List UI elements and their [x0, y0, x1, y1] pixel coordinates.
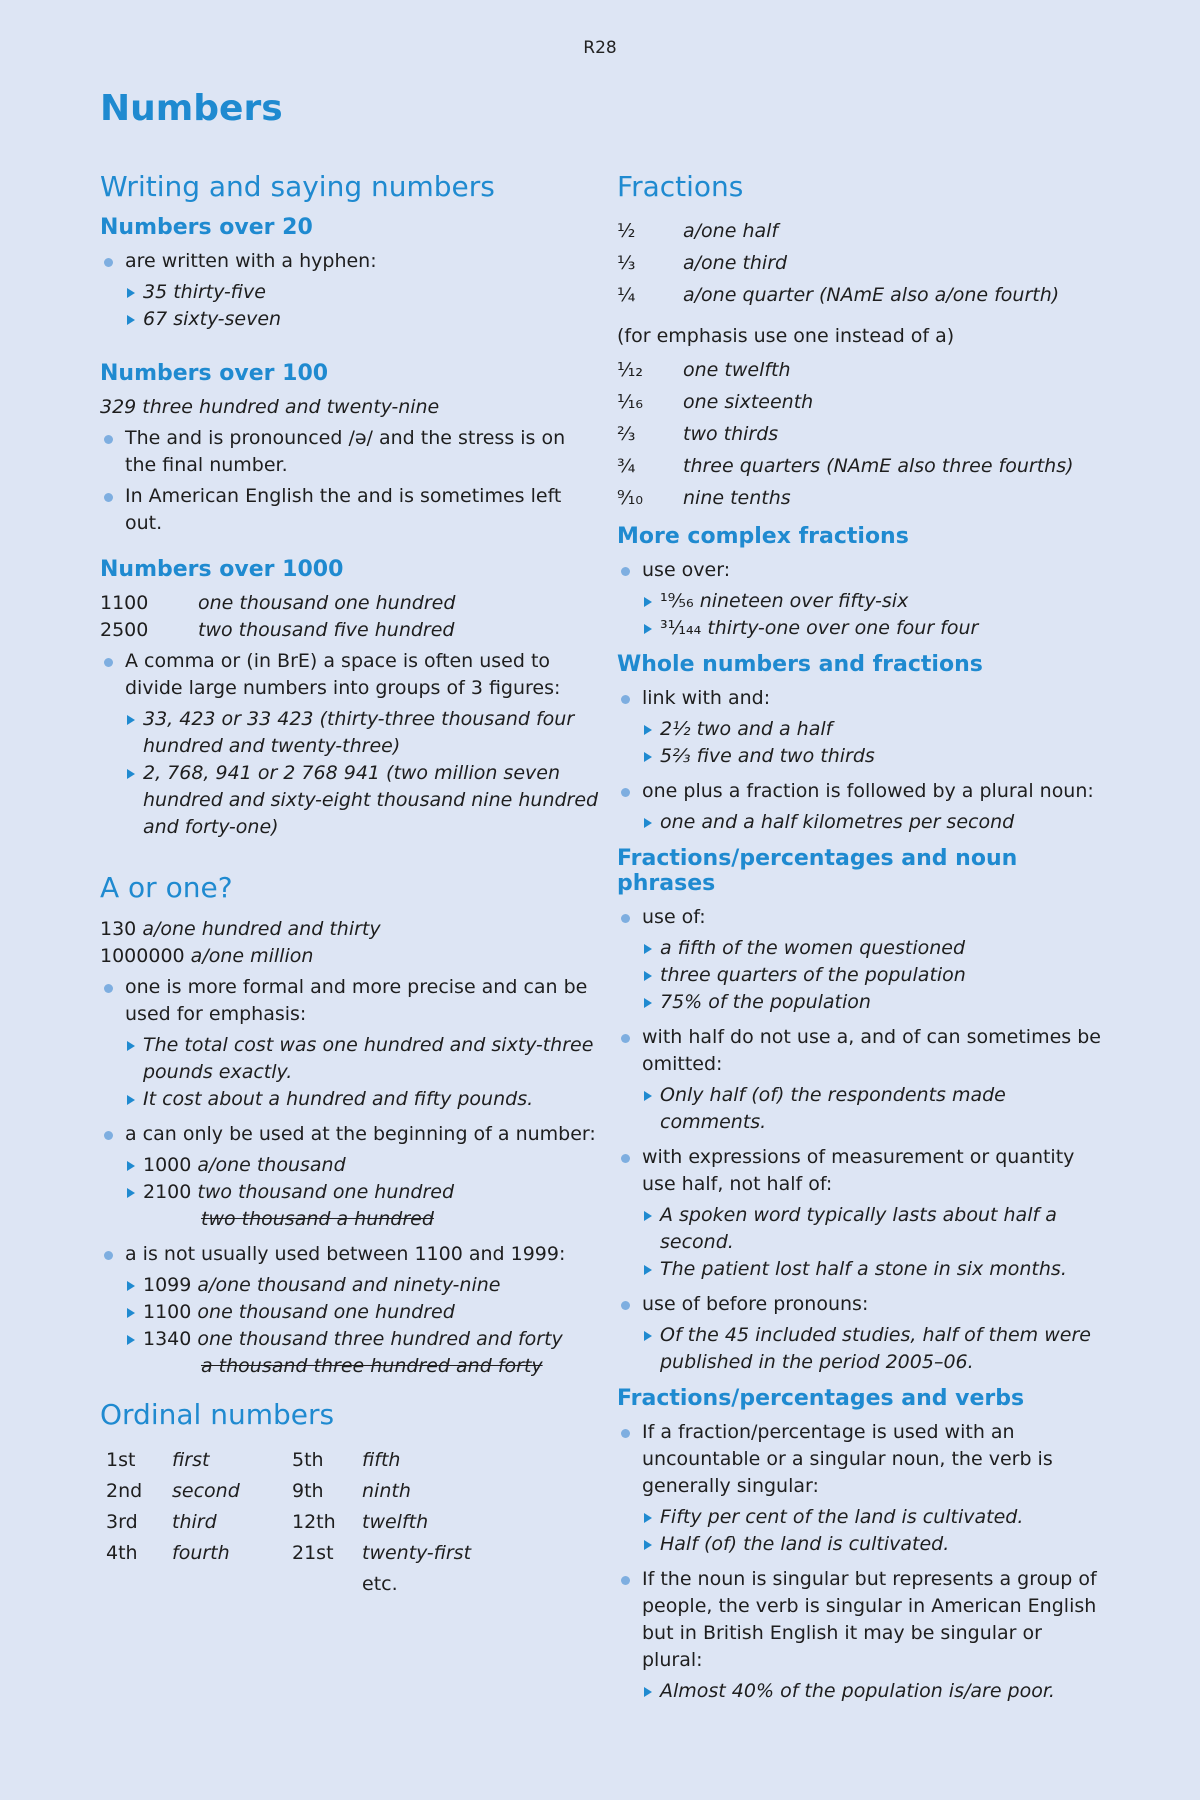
examples-group	[642, 1678, 1107, 1705]
subheading-whole: Whole numbers and fractions	[617, 652, 983, 677]
example-item: Only half (of) the respondents made comments.	[642, 1082, 1107, 1136]
example-item: one and a half kilometres per second	[642, 809, 1107, 836]
examples-over	[642, 588, 1107, 642]
fraction-row: ⅔ two thirds	[617, 423, 779, 445]
fraction-row: ⅓ a/one third	[617, 252, 788, 274]
example-item: a fifth of the women questioned	[642, 935, 1107, 962]
bullet-american: In American English the and is sometimes left out.	[100, 483, 600, 537]
example-item: A spoken word typically lasts about half a second.	[642, 1202, 1107, 1256]
examples-beginning	[125, 1152, 600, 1233]
bullet-plural: one plus a fraction is followed by a plural noun:	[617, 778, 1107, 805]
example-item: 5⅔ five and two thirds	[642, 743, 1107, 770]
examples-plural	[642, 809, 1107, 836]
bullet-over-20: are written with a hyphen:	[100, 248, 600, 275]
bullet-over: use over:	[617, 557, 1107, 584]
subheading-noun-phrases: Fractions/percentages and noun phrases	[617, 846, 1018, 896]
example-item: 2½ two and a half	[642, 716, 1107, 743]
examples-over-20	[125, 279, 600, 333]
number-row: 1100 one thousand one hundred	[100, 592, 456, 614]
bullet-formal: one is more formal and more precise and can be used for emphasis:	[100, 974, 600, 1028]
subheading-over-20: Numbers over 20	[100, 215, 313, 240]
fraction-row: ¹⁄₁₆ one sixteenth	[617, 391, 814, 413]
example-item: 1000 a/one thousand	[125, 1152, 600, 1179]
page-number: R28	[583, 38, 617, 58]
example-item: 2100 two thousand one hundred two thousand a hundred	[125, 1179, 600, 1233]
subheading-over-1000: Numbers over 1000	[100, 557, 344, 582]
section-heading-writing: Writing and saying numbers	[100, 170, 495, 203]
incorrect-form: a thousand three hundred and forty	[201, 1355, 543, 1377]
bullet-pronouns: use of before pronouns:	[617, 1291, 1107, 1318]
example-item: Almost 40% of the population is/are poor.	[642, 1678, 1107, 1705]
bullet-link: link with and:	[617, 685, 1107, 712]
left-column	[100, 170, 600, 1600]
subheading-over-100: Numbers over 100	[100, 361, 329, 386]
subheading-complex: More complex fractions	[617, 524, 909, 549]
a-or-one-line: 130 a/one hundred and thirty	[100, 918, 381, 940]
examples-link	[642, 716, 1107, 770]
example-item: 35 thirty-five	[125, 279, 600, 306]
example-item: 33, 423 or 33 423 (thirty-three thousand four hundred and twenty-three)	[125, 706, 600, 760]
right-column	[617, 170, 1107, 1713]
examples-formal	[125, 1032, 600, 1113]
example-item: It cost about a hundred and fifty pounds.	[125, 1086, 600, 1113]
examples-comma	[125, 706, 600, 841]
example-329: 329 three hundred and twenty-nine	[100, 396, 440, 418]
subheading-verbs: Fractions/percentages and verbs	[617, 1386, 1025, 1411]
bullet-measurement: with expressions of measurement or quantity use half, not half of:	[617, 1144, 1107, 1198]
examples-pronouns	[642, 1322, 1107, 1376]
bullet-beginning: a can only be used at the beginning of a number:	[100, 1121, 600, 1148]
fractions-note: (for emphasis use one instead of a)	[617, 325, 955, 347]
incorrect-form: two thousand a hundred	[201, 1208, 434, 1230]
page-title: Numbers	[100, 88, 283, 129]
fraction-row: ¹⁄₁₂ one twelfth	[617, 359, 791, 381]
example-item: Fifty per cent of the land is cultivated.	[642, 1504, 1107, 1531]
examples-singular	[642, 1504, 1107, 1558]
example-item: 2, 768, 941 or 2 768 941 (two million seven hundred and sixty-eight thousand nine hundred and forty-one)	[125, 760, 600, 841]
a-or-one-line: 1000000 a/one million	[100, 945, 314, 967]
example-item: The total cost was one hundred and sixty-three pounds exactly.	[125, 1032, 600, 1086]
fraction-row: ⁹⁄₁₀ nine tenths	[617, 487, 791, 509]
examples-use-of	[642, 935, 1107, 1016]
fraction-row: ¼ a/one quarter (NAmE also a/one fourth)	[617, 284, 1060, 306]
fraction-row: ½ a/one half	[617, 220, 779, 242]
bullet-not-used: a is not usually used between 1100 and 1999:	[100, 1241, 600, 1268]
examples-not-used	[125, 1272, 600, 1380]
bullet-pronounced: The and is pronounced /ə/ and the stress is on the final number.	[100, 425, 600, 479]
bullet-singular: If a fraction/percentage is used with an uncountable or a singular noun, the verb is generally singular:	[617, 1419, 1107, 1500]
ordinals-table: 1st first 5th fifth 2nd second 9th ninth 3rd third 12th twelfth 4th fourth 21st twenty-first etc.	[106, 1449, 472, 1595]
section-heading-fractions: Fractions	[617, 170, 744, 203]
examples-measurement	[642, 1202, 1107, 1283]
examples-half	[642, 1082, 1107, 1136]
example-item: 1099 a/one thousand and ninety-nine	[125, 1272, 600, 1299]
example-item: The patient lost half a stone in six months.	[642, 1256, 1107, 1283]
bullet-half: with half do not use a, and of can sometimes be omitted:	[617, 1024, 1107, 1078]
example-item: 1100 one thousand one hundred	[125, 1299, 600, 1326]
example-item: ³¹⁄₁₄₄ thirty-one over one four four	[642, 615, 1107, 642]
example-item: 75% of the population	[642, 989, 1107, 1016]
bullet-use-of: use of:	[617, 904, 1107, 931]
fraction-row: ¾ three quarters (NAmE also three fourths)	[617, 455, 1074, 477]
example-item: 67 sixty-seven	[125, 306, 600, 333]
section-heading-a-or-one: A or one?	[100, 871, 233, 904]
number-row: 2500 two thousand five hundred	[100, 619, 455, 641]
bullet-comma: A comma or (in BrE) a space is often used to divide large numbers into groups of 3 figures:	[100, 648, 600, 702]
example-item: ¹⁹⁄₅₆ nineteen over fifty-six	[642, 588, 1107, 615]
section-heading-ordinals: Ordinal numbers	[100, 1398, 335, 1431]
example-item: three quarters of the population	[642, 962, 1107, 989]
bullet-group: If the noun is singular but represents a group of people, the verb is singular in American English but in British English it may be singular or plural:	[617, 1566, 1107, 1674]
example-item: 1340 one thousand three hundred and forty a thousand three hundred and forty	[125, 1326, 600, 1380]
example-item: Half (of) the land is cultivated.	[642, 1531, 1107, 1558]
example-item: Of the 45 included studies, half of them were published in the period 2005–06.	[642, 1322, 1107, 1376]
